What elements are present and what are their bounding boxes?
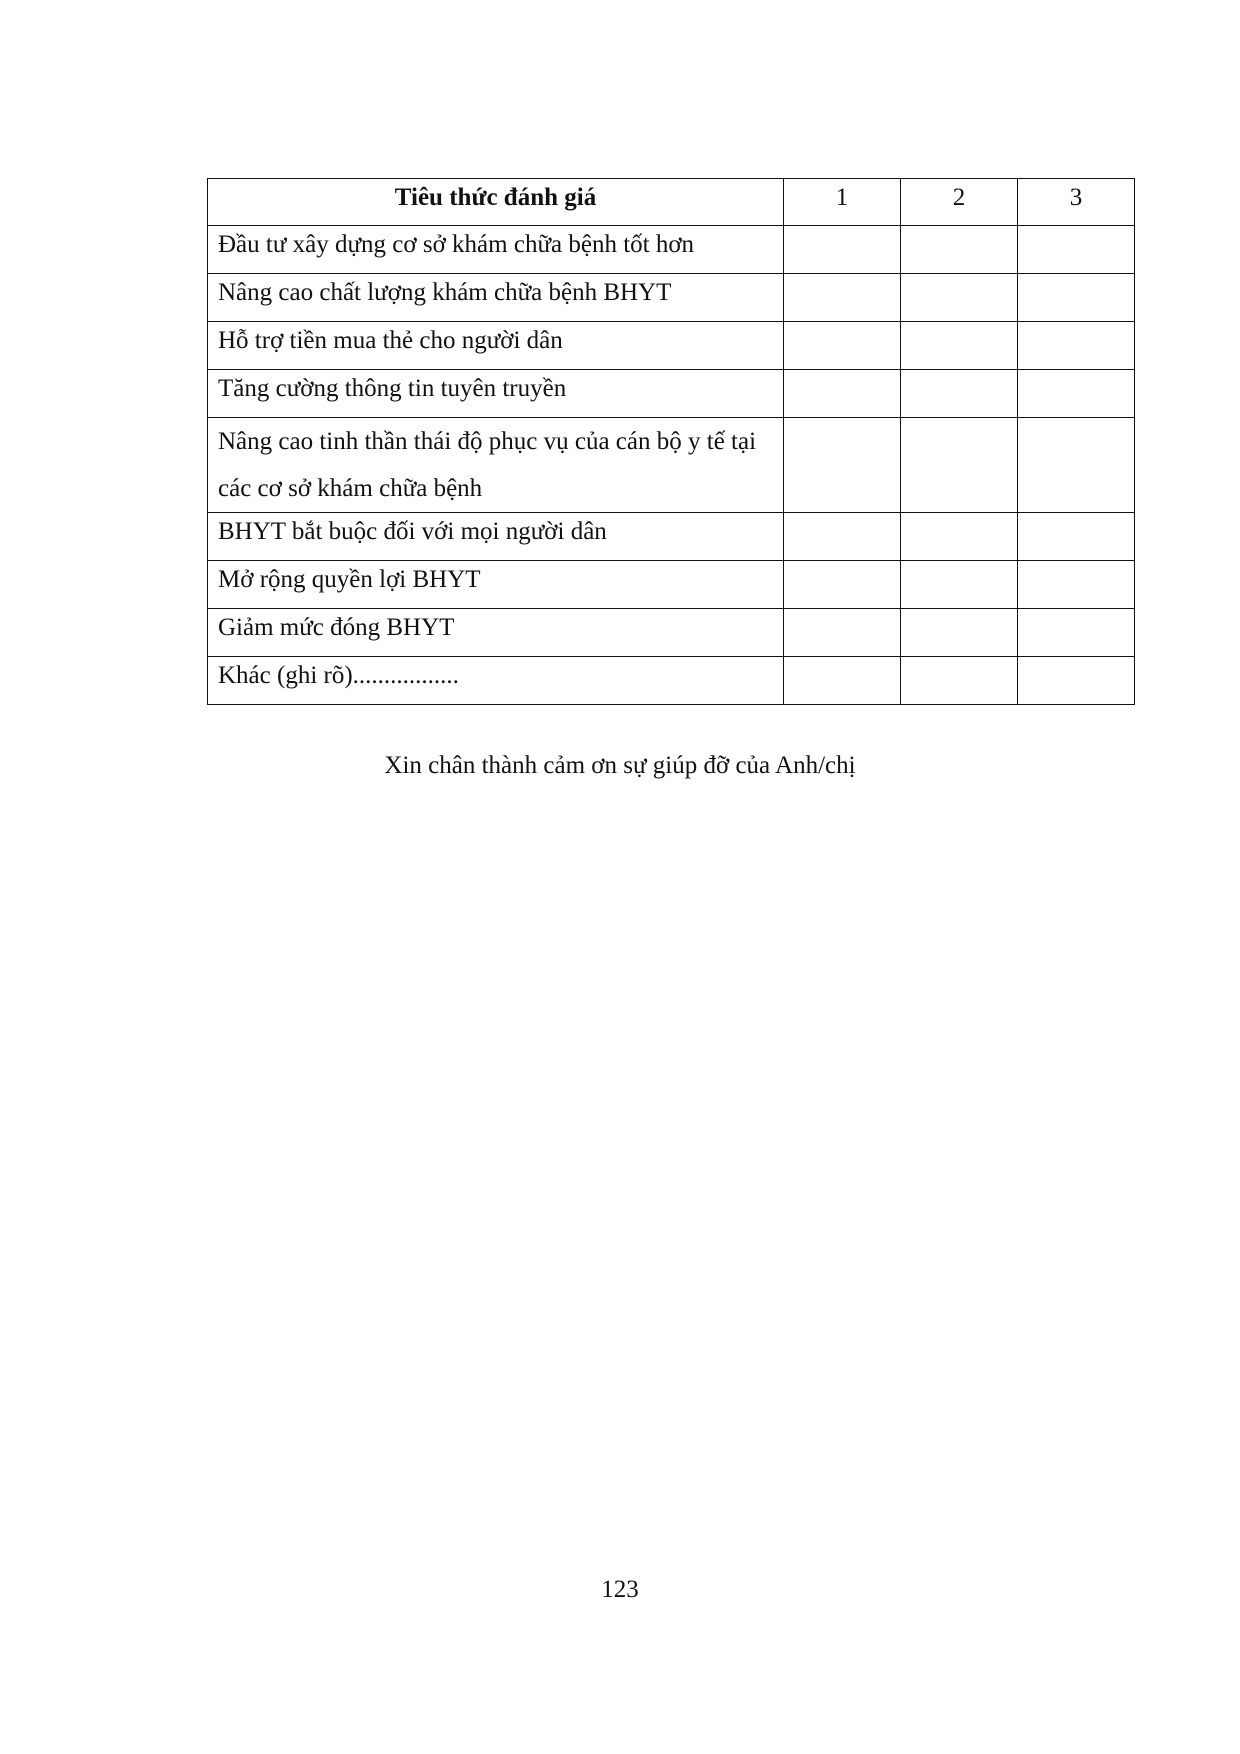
table-row: [208, 513, 1135, 561]
table-row: [208, 657, 1135, 705]
table-row: [208, 561, 1135, 609]
criteria-cell: Nâng cao chất lượng khám chữa bệnh BHYT: [208, 274, 784, 322]
evaluation-criteria-table: [207, 178, 1135, 705]
score-cell-1: [784, 370, 901, 418]
score-cell-2: [901, 513, 1018, 561]
score-cell-1: [784, 657, 901, 705]
score-cell-1: [784, 609, 901, 657]
score-cell-1: [784, 418, 901, 513]
table-row: [208, 418, 1135, 513]
table-row: [208, 609, 1135, 657]
score-cell-2: [901, 609, 1018, 657]
thank-you-note: Xin chân thành cảm ơn sự giúp đỡ của Anh/chị: [384, 752, 856, 779]
criteria-cell: Mở rộng quyền lợi BHYT: [208, 561, 784, 609]
score-column-header-3: 3: [1018, 179, 1135, 226]
score-cell-1: [784, 322, 901, 370]
score-cell-2: [901, 322, 1018, 370]
score-cell-1: [784, 226, 901, 274]
page-number: 123: [601, 1576, 639, 1603]
criteria-cell: Tăng cường thông tin tuyên truyền: [208, 370, 784, 418]
score-cell-2: [901, 274, 1018, 322]
table-header-row: [208, 179, 1135, 226]
criteria-cell: Hỗ trợ tiền mua thẻ cho người dân: [208, 322, 784, 370]
score-cell-3: [1018, 561, 1135, 609]
criteria-cell: Giảm mức đóng BHYT: [208, 609, 784, 657]
score-cell-1: [784, 274, 901, 322]
score-cell-3: [1018, 274, 1135, 322]
score-cell-1: [784, 561, 901, 609]
score-column-header-1: 1: [784, 179, 901, 226]
score-cell-3: [1018, 609, 1135, 657]
score-column-header-2: 2: [901, 179, 1018, 226]
criteria-column-header: Tiêu thức đánh giá: [208, 179, 784, 226]
criteria-cell: Khác (ghi rõ).................: [208, 657, 784, 705]
score-cell-2: [901, 226, 1018, 274]
criteria-cell: BHYT bắt buộc đối với mọi người dân: [208, 513, 784, 561]
score-cell-2: [901, 657, 1018, 705]
table-row: [208, 226, 1135, 274]
criteria-cell: Đầu tư xây dựng cơ sở khám chữa bệnh tốt hơn: [208, 226, 784, 274]
score-cell-2: [901, 561, 1018, 609]
table-row: [208, 370, 1135, 418]
criteria-cell: Nâng cao tinh thần thái độ phục vụ của cán bộ y tế tại các cơ sở khám chữa bệnh: [208, 418, 784, 513]
table-row: [208, 274, 1135, 322]
score-cell-2: [901, 370, 1018, 418]
score-cell-3: [1018, 657, 1135, 705]
score-cell-2: [901, 418, 1018, 513]
table-row: [208, 322, 1135, 370]
score-cell-3: [1018, 322, 1135, 370]
score-cell-1: [784, 513, 901, 561]
score-cell-3: [1018, 513, 1135, 561]
score-cell-3: [1018, 226, 1135, 274]
score-cell-3: [1018, 370, 1135, 418]
score-cell-3: [1018, 418, 1135, 513]
